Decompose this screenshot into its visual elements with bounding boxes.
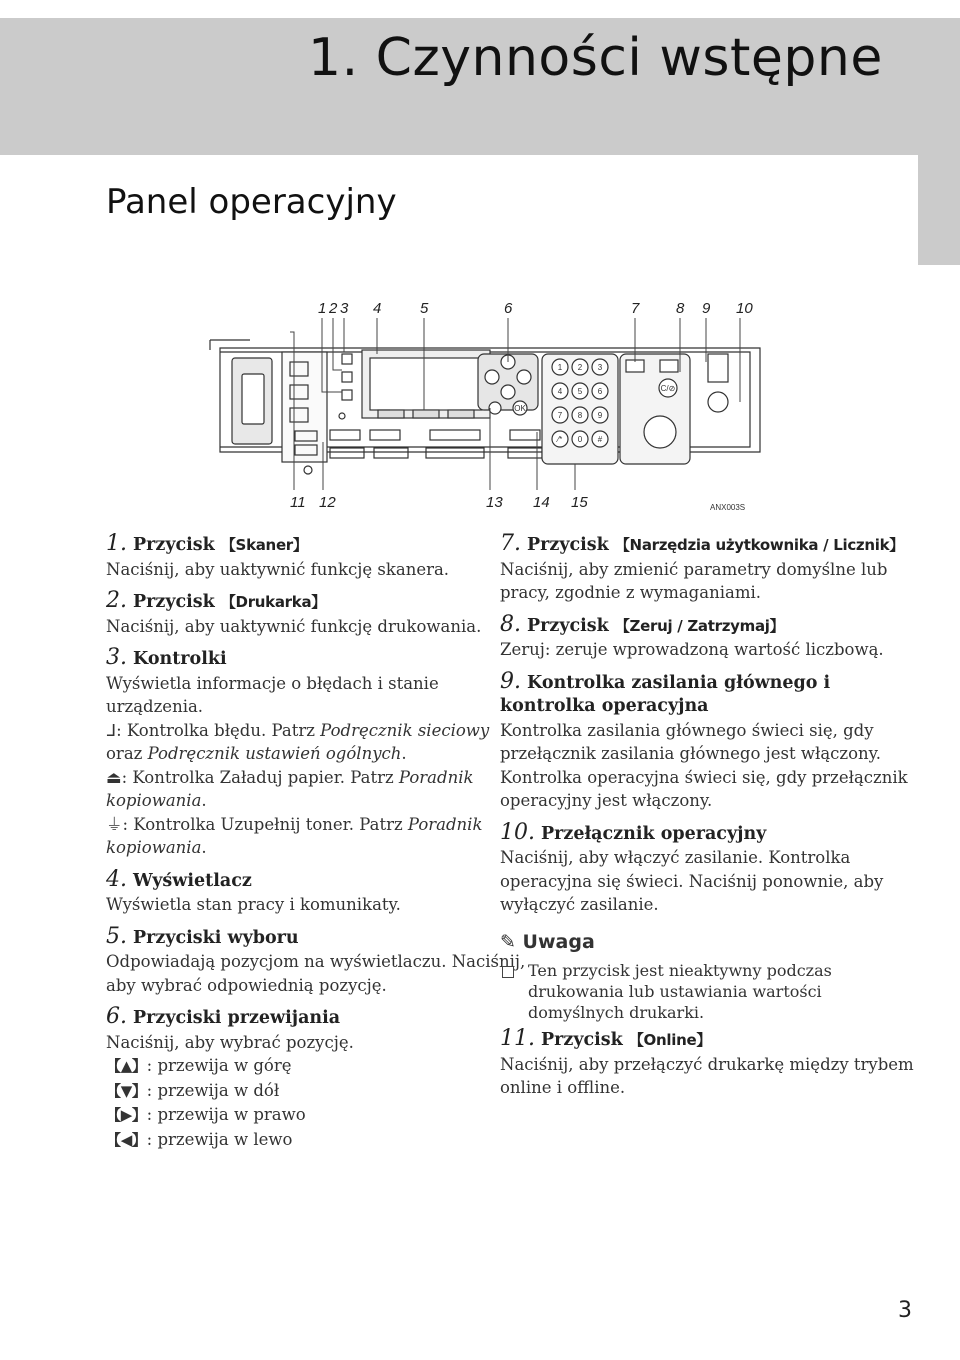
item-8 xyxy=(500,613,920,662)
load-paper-icon: ⏏ xyxy=(106,767,122,787)
item-number: 8. xyxy=(500,611,521,637)
key-name: 【Drukarka】 xyxy=(220,593,326,611)
right-edge-tab xyxy=(918,155,960,265)
item-number: 7. xyxy=(500,531,521,556)
key-star: ⁄* xyxy=(557,435,563,444)
page-number: 3 xyxy=(898,1298,912,1323)
item-heading: Przycisk xyxy=(133,535,221,555)
clear-stop-key-label: C/⊘ xyxy=(660,384,676,393)
ok-key-label: OK xyxy=(514,404,526,413)
item-description: Naciśnij, aby zmienić parametry domyślne lub pracy, zgodnie z wymaganiami. xyxy=(500,559,888,602)
item-description: Wyświetla informacje o błędach i stanie urządzenia. xyxy=(106,673,439,716)
item-heading: Przyciski wyboru xyxy=(133,927,299,948)
key-3: 3 xyxy=(597,363,603,372)
key-hash: # xyxy=(597,435,603,444)
operation-panel-diagram xyxy=(190,292,770,524)
key-2: 2 xyxy=(577,363,583,372)
key-5: 5 xyxy=(577,387,583,396)
item-10 xyxy=(500,821,920,917)
item-heading: Przyciski przewijania xyxy=(133,1008,341,1028)
callout-13: 13 xyxy=(486,494,503,511)
item-5 xyxy=(106,925,526,998)
error-icon: ᒧ xyxy=(106,720,117,740)
header-top-stripe xyxy=(0,0,960,18)
callout-4: 4 xyxy=(373,300,382,317)
item-description: Zeruj: zeruje wprowadzoną wartość liczbową. xyxy=(500,640,884,659)
item-number: 4. xyxy=(106,866,127,892)
item-4 xyxy=(106,868,526,917)
item-number: 10. xyxy=(500,819,535,845)
key-7: 7 xyxy=(557,411,563,420)
item-heading: Kontrolki xyxy=(133,649,227,669)
callout-10: 10 xyxy=(736,300,753,317)
scroll-down-desc: 【▼】: przewija w dół xyxy=(106,1080,280,1100)
key-0: 0 xyxy=(577,435,583,444)
callout-6: 6 xyxy=(504,300,513,317)
item-description: Wyświetla stan pracy i komunikaty. xyxy=(106,895,401,914)
item-2 xyxy=(106,589,526,638)
item-7 xyxy=(500,532,920,605)
figure-code: ANX003S xyxy=(710,503,746,512)
callout-1: 1 xyxy=(318,300,327,317)
item-description: Naciśnij, aby wybrać pozycję. xyxy=(106,1032,354,1052)
item-description: Kontrolka zasilania głównego świeci się, gdy przełącznik zasilania głównego jest włączony. Kontrolka operacyjna świeci się, gdy przełącznik operacyjny jest włączony. xyxy=(500,720,908,810)
item-heading: Przycisk xyxy=(133,592,221,612)
callout-7: 7 xyxy=(631,300,640,317)
item-heading: Przycisk xyxy=(541,1030,629,1050)
toner-indicator-desc: ⏚: Kontrolka Uzupełnij toner. Patrz Poradnik kopiowania. xyxy=(106,814,483,857)
item-heading: Wyświetlacz xyxy=(133,870,252,891)
item-number: 11. xyxy=(500,1026,535,1051)
item-number: 1. xyxy=(106,531,127,556)
scroll-up-desc: 【▲】: przewija w górę xyxy=(106,1056,292,1075)
callout-12: 12 xyxy=(319,494,336,511)
item-heading: Przełącznik operacyjny xyxy=(541,823,767,844)
key-6: 6 xyxy=(597,387,603,396)
item-description: Naciśnij, aby uaktywnić funkcję drukowania. xyxy=(106,616,482,636)
paper-indicator-desc: ⏏: Kontrolka Załaduj papier. Patrz Poradnik kopiowania. xyxy=(106,767,474,810)
item-number: 3. xyxy=(106,645,127,670)
item-11 xyxy=(500,1027,920,1100)
item-description: Naciśnij, aby włączyć zasilanie. Kontrolka operacyjna się świeci. Naciśnij ponownie, aby wyłączyć zasilanie. xyxy=(500,848,884,914)
item-number: 9. xyxy=(500,668,521,694)
key-1: 1 xyxy=(557,363,563,372)
key-name: 【Narzędzia użytkownika / Licznik】 xyxy=(614,536,904,554)
callout-9: 9 xyxy=(702,300,711,317)
item-description: Naciśnij, aby uaktywnić funkcję skanera. xyxy=(106,559,450,579)
item-1 xyxy=(106,532,526,581)
item-heading: Przycisk xyxy=(527,535,615,555)
item-description: Naciśnij, aby przełączyć drukarkę między trybem online i offline. xyxy=(500,1054,914,1097)
item-9 xyxy=(500,670,920,813)
key-8: 8 xyxy=(577,411,583,420)
item-heading: Przycisk xyxy=(527,615,615,636)
key-4: 4 xyxy=(557,387,563,396)
item-description: Odpowiadają pozycjom na wyświetlaczu. Naciśnij, aby wybrać odpowiednią pozycję. xyxy=(106,952,526,995)
note-title: Uwaga xyxy=(522,930,595,953)
callout-15: 15 xyxy=(571,494,588,511)
scroll-left-desc: 【◀】: przewija w lewo xyxy=(106,1129,293,1149)
scroll-right-desc: 【▶】: przewija w prawo xyxy=(106,1105,306,1124)
checkbox-icon xyxy=(502,966,514,978)
item-number: 2. xyxy=(106,588,127,613)
chapter-title: 1. Czynności wstępne xyxy=(308,28,883,88)
callout-5: 5 xyxy=(420,300,429,317)
key-name: 【Skaner】 xyxy=(220,536,308,554)
note-block xyxy=(500,931,920,1024)
callout-8: 8 xyxy=(676,300,685,317)
note-text: Ten przycisk jest nieaktywny podczas drukowania lub ustawiania wartości domyślnych drukarki. xyxy=(528,961,832,1022)
item-number: 5. xyxy=(106,923,127,949)
item-number: 6. xyxy=(106,1004,127,1029)
callout-14: 14 xyxy=(533,494,550,511)
key-9: 9 xyxy=(597,411,603,420)
pencil-icon: ✎ xyxy=(500,930,523,953)
item-heading: Kontrolka zasilania głównego i kontrolka operacyjna xyxy=(500,672,831,716)
key-name: 【Online】 xyxy=(628,1031,712,1049)
key-name: 【Zeruj / Zatrzymaj】 xyxy=(614,616,785,635)
left-column xyxy=(106,528,526,1160)
callout-2: 2 xyxy=(329,300,338,317)
callout-3: 3 xyxy=(340,300,349,317)
callout-11: 11 xyxy=(290,494,306,511)
right-column xyxy=(500,528,920,1108)
add-toner-icon: ⏚ xyxy=(106,814,123,834)
item-6 xyxy=(106,1005,526,1152)
item-3 xyxy=(106,646,526,860)
section-title: Panel operacyjny xyxy=(106,182,397,222)
error-indicator-desc: ᒧ: Kontrolka błędu. Patrz Podręcznik sieciowy oraz Podręcznik ustawień ogólnych. xyxy=(106,720,490,763)
